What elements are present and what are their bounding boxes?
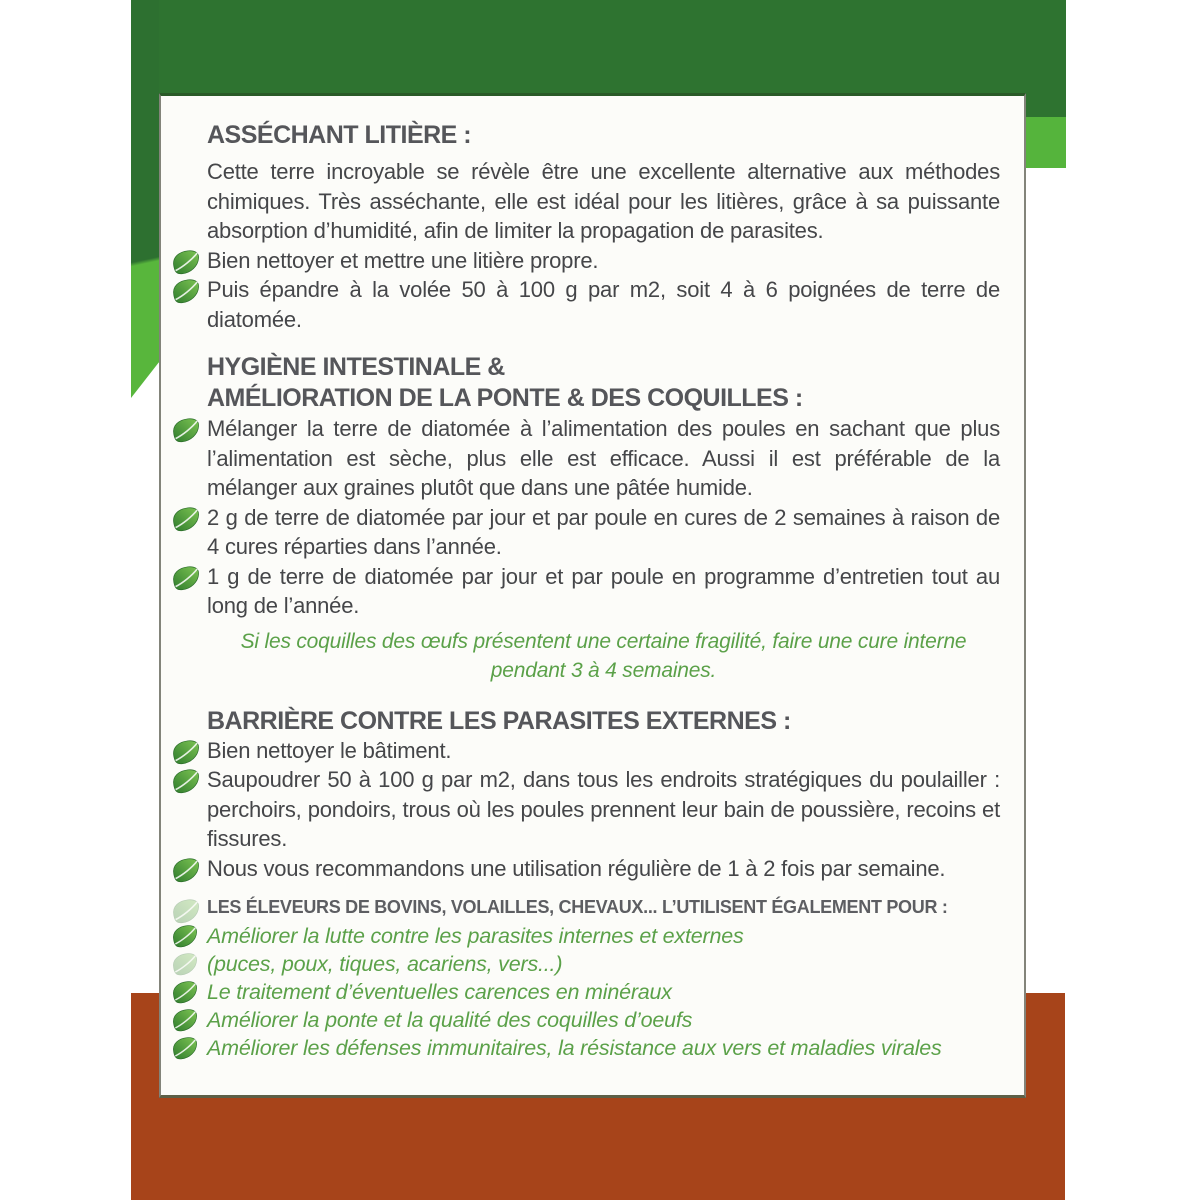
litiere-bullet-2 <box>207 275 1000 334</box>
bullet-text: Nous vous recommandons une utilisation régulière de 1 à 2 fois par semaine. <box>207 855 946 881</box>
bullet-text: Saupoudrer 50 à 100 g par m2, dans tous les endroits stratégiques du poulailler : perchoirs, pondoirs, trous où les poules prennent leur bain de poussière, recoins et fissures. <box>207 767 1000 851</box>
label-card <box>159 93 1026 1098</box>
leaf-icon <box>169 768 202 795</box>
leaf-icon <box>169 417 202 444</box>
litiere-bullet-1 <box>207 246 1000 276</box>
eleveurs-item-2 <box>207 978 1000 1006</box>
leaf-icon <box>169 857 202 884</box>
section-title-eleveurs <box>207 895 1000 919</box>
bullet-text: 2 g de terre de diatomée par jour et par poule en cures de 2 semaines à raison de 4 cures réparties dans l’année. <box>207 504 1000 559</box>
hygiene-title-line-1: HYGIÈNE INTESTINALE & <box>207 353 505 381</box>
item-text: Le traitement d’éventuelles carences en minéraux <box>207 980 672 1004</box>
eleveurs-item-4 <box>207 1034 1000 1062</box>
section-title-barriere: BARRIÈRE CONTRE LES PARASITES EXTERNES : <box>207 706 791 735</box>
hygiene-bullet-2 <box>207 503 1000 562</box>
bullet-text: Puis épandre à la volée 50 à 100 g par m2, soit 4 à 6 poignées de terre de diatomée. <box>207 277 1000 332</box>
eleveurs-title-text: LES ÉLEVEURS DE BOVINS, VOLAILLES, CHEVAUX... L’UTILISENT ÉGALEMENT POUR : <box>207 897 948 917</box>
eleveurs-item-1 <box>207 922 1000 950</box>
left-green-ribbon <box>131 0 159 398</box>
leaf-icon-faint <box>169 898 202 925</box>
right-green-tab <box>1026 117 1066 168</box>
leaf-icon <box>169 1036 200 1061</box>
leaf-icon <box>169 924 200 949</box>
leaf-icon <box>169 980 200 1005</box>
bullet-text: 1 g de terre de diatomée par jour et par poule en programme d’entretien tout au long de l’année. <box>207 563 1000 618</box>
leaf-icon <box>169 278 202 305</box>
item-text: Améliorer la lutte contre les parasites internes et externes <box>207 924 744 948</box>
item-text: (puces, poux, tiques, acariens, vers...) <box>207 952 563 976</box>
eleveurs-item-1b <box>207 950 1000 978</box>
leaf-icon <box>169 249 202 276</box>
eleveurs-item-3 <box>207 1006 1000 1034</box>
leaf-icon <box>169 565 202 592</box>
litiere-intro: Cette terre incroyable se révèle être une excellente alternative aux méthodes chimiques. Très asséchante, elle est idéal pour les litières, grâce à sa puissante absorption d’humidité, afin de limiter la propagation de parasites. <box>207 159 1000 243</box>
bullet-text: Mélanger la terre de diatomée à l’alimentation des poules en sachant que plus l’alimentation est sèche, plus elle est efficace. Aussi il est préférable de la mélanger aux graines plutôt que dans une pâtée humide. <box>207 416 1000 500</box>
leaf-icon <box>169 1008 200 1033</box>
leaf-icon <box>169 739 202 766</box>
hygiene-title-line-2: AMÉLIORATION DE LA PONTE & DES COQUILLES : <box>207 384 803 412</box>
section-title-hygiene <box>207 352 1000 414</box>
section-title-litiere: ASSÉCHANT LITIÈRE : <box>207 121 472 149</box>
item-text: Améliorer les défenses immunitaires, la résistance aux vers et maladies virales <box>207 1036 942 1060</box>
hygiene-bullet-3 <box>207 562 1000 621</box>
eggshell-note: Si les coquilles des œufs présentent une certaine fragilité, faire une cure interne pendant 3 à 4 semaines. <box>240 629 967 682</box>
barriere-bullet-3 <box>207 854 1000 884</box>
barriere-bullet-2 <box>207 765 1000 854</box>
bullet-text: Bien nettoyer le bâtiment. <box>207 737 452 763</box>
leaf-icon <box>169 506 202 533</box>
hygiene-bullet-1 <box>207 414 1000 503</box>
eleveurs-items <box>207 922 1000 1062</box>
barriere-bullet-1 <box>207 736 1000 766</box>
item-text: Améliorer la ponte et la qualité des coquilles d’oeufs <box>207 1008 693 1032</box>
bullet-text: Bien nettoyer et mettre une litière propre. <box>207 247 599 273</box>
leaf-icon-faint <box>169 952 200 977</box>
